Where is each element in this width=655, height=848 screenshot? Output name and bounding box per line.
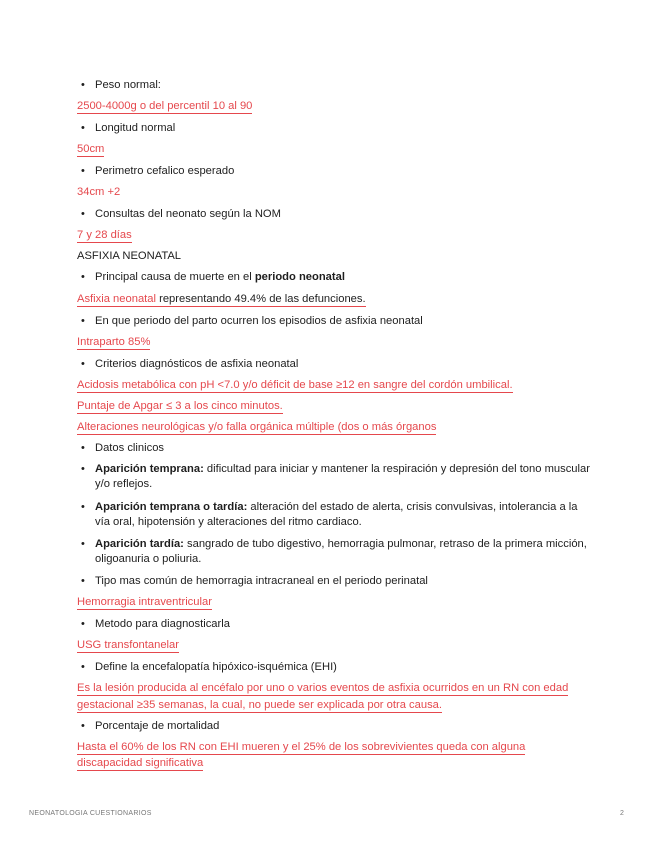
- answer-mortalidad-line-2: discapacidad significativa: [77, 757, 204, 769]
- answer-mortalidad-line-1: Hasta el 60% de los RN con EHI mueren y el 25% de los sobrevivientes queda con alguna: [77, 741, 526, 753]
- answer-hemorragia: Hemorragia intraventricular: [77, 596, 212, 608]
- clinical-item-tardia: • Aparición tardía: sangrado de tubo digestivo, hemorragia pulmonar, retraso de la primera micción, oligoanuria o poliuria.: [77, 537, 595, 567]
- answer-peso: 2500-4000g o del percentil 10 al 90: [77, 100, 253, 112]
- question-metodo: • Metodo para diagnosticarla: [77, 617, 595, 632]
- answer-perimetro: 34cm +2: [77, 186, 121, 198]
- clinical-item-temprana-tardia: • Aparición temprana o tardía: alteración del estado de alerta, crisis convulsivas, intolerancia a la vía oral, hipotensión y alteraciones del ritmo cardiaco.: [77, 500, 595, 530]
- question-causa-muerte: • Principal causa de muerte en el periodo neonatal: [77, 270, 595, 285]
- footer-title: NEONATOLOGIA CUESTIONARIOS: [29, 810, 152, 817]
- answer-criterio-2: Puntaje de Apgar ≤ 3 a los cinco minutos.: [77, 400, 283, 412]
- section-heading: ASFIXIA NEONATAL: [77, 250, 182, 262]
- clinical-item-temprana: • Aparición temprana: dificultad para iniciar y mantener la respiración y depresión del tono muscular y/o reflejos.: [77, 462, 595, 492]
- question-peso: • Peso normal:: [77, 78, 595, 93]
- question-datos-clinicos: • Datos clinicos: [77, 441, 595, 456]
- question-longitud: • Longitud normal: [77, 121, 595, 136]
- question-periodo-parto: • En que periodo del parto ocurren los episodios de asfixia neonatal: [77, 314, 595, 329]
- question-mortalidad: • Porcentaje de mortalidad: [77, 719, 595, 734]
- answer-consultas: 7 y 28 días: [77, 229, 132, 241]
- question-criterios: • Criterios diagnósticos de asfixia neonatal: [77, 357, 595, 372]
- question-ehi: • Define la encefalopatía hipóxico-isquémica (EHI): [77, 660, 595, 675]
- question-consultas: • Consultas del neonato según la NOM: [77, 207, 595, 222]
- answer-ehi-line-1: Es la lesión producida al encéfalo por uno o varios eventos de asfixia ocurridos en un RN con edad: [77, 682, 569, 694]
- answer-criterio-3: Alteraciones neurológicas y/o falla orgánica múltiple (dos o más órganos: [77, 421, 437, 433]
- answer-ehi-line-2: gestacional ≥35 semanas, la cual, no puede ser explicada por otra causa.: [77, 699, 442, 711]
- answer-longitud: 50cm: [77, 143, 105, 155]
- question-perimetro: • Perimetro cefalico esperado: [77, 164, 595, 179]
- answer-criterio-1: Acidosis metabólica con pH <7.0 y/o déficit de base ≥12 en sangre del cordón umbilical.: [77, 379, 513, 391]
- answer-metodo: USG transfontanelar: [77, 639, 179, 651]
- answer-causa-muerte: Asfixia neonatal representando 49.4% de las defunciones.: [77, 293, 366, 305]
- question-hemorragia: • Tipo mas común de hemorragia intracraneal en el periodo perinatal: [77, 574, 595, 589]
- answer-periodo-parto: Intraparto 85%: [77, 336, 151, 348]
- page-number: 2: [620, 810, 624, 817]
